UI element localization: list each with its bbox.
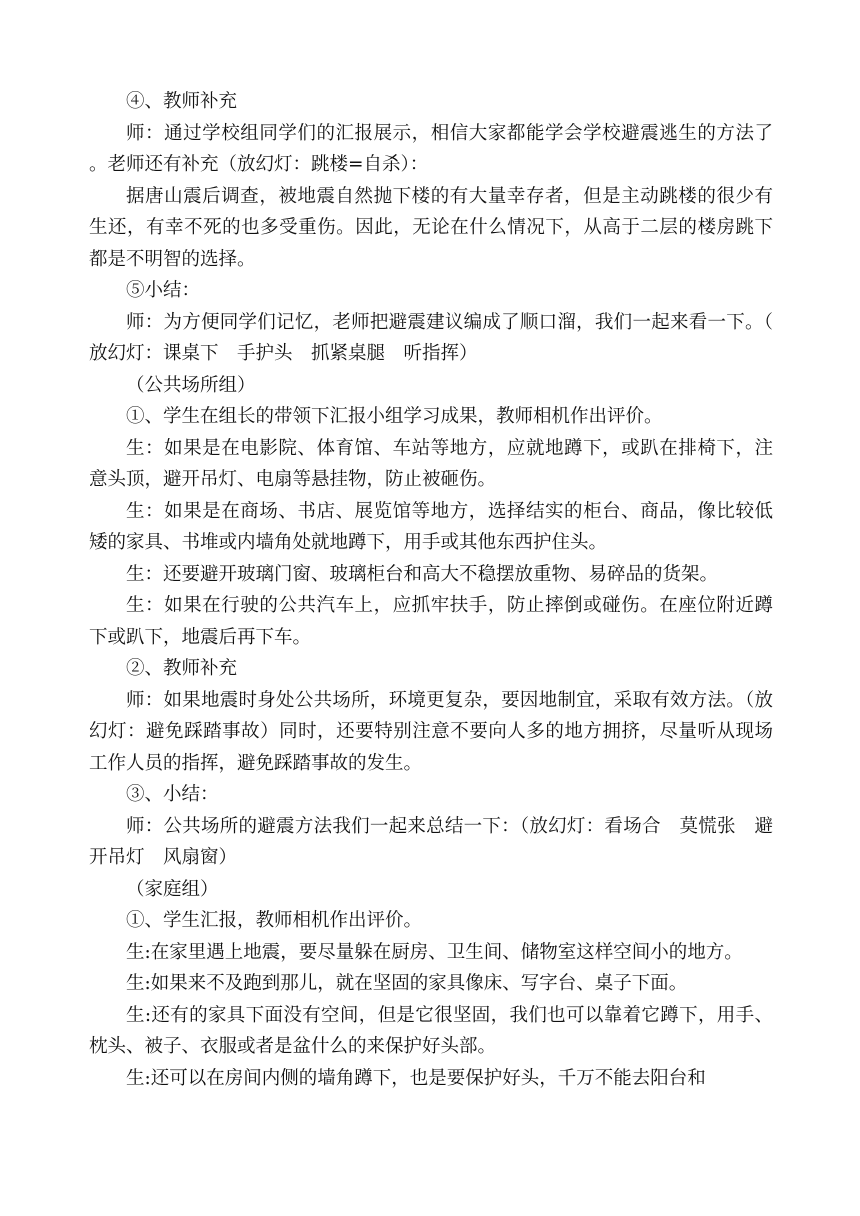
- step-heading: ④、教师补充: [126, 91, 238, 112]
- step-heading: ①、学生在组长的带领下汇报小组学习成果，教师相机作出评价。: [126, 406, 663, 427]
- student-speech: 生：还要避开玻璃门窗、玻璃柜台和高大不稳摆放重物、易碎品的货架。: [126, 563, 719, 585]
- teacher-speech: 师：通过学校组同学们的汇报展示，相信大家都能学会学校避震逃生的方法了。老师还有补充（放幻灯：跳楼=自杀）：: [89, 122, 773, 175]
- step-heading: ①、学生汇报，教师相机作出评价。: [126, 910, 423, 931]
- step-heading: ②、教师补充: [126, 658, 238, 679]
- student-speech: 生:还可以在房间内侧的墙角蹲下，也是要保护好头，千万不能去阳台和: [126, 1067, 706, 1089]
- teacher-speech: 师：公共场所的避震方法我们一起来总结一下：（放幻灯：看场合 莫慌张 避开吊灯 风扇窗）: [89, 815, 773, 868]
- student-speech: 生:在家里遇上地震，要尽量躲在厨房、卫生间、储物室这样空间小的地方。: [126, 941, 743, 963]
- group-heading: （家庭组）: [126, 878, 219, 900]
- step-heading: ③、小结：: [126, 784, 219, 805]
- step-heading: ⑤小结：: [126, 280, 201, 301]
- student-speech: 生：如果是在商场、书店、展览馆等地方，选择结实的柜台、商品，像比较低矮的家具、书堆或内墙角处就地蹲下，用手或其他东西护住头。: [89, 500, 773, 553]
- student-speech: 生：如果在行驶的公共汽车上，应抓牢扶手，防止摔倒或碰伤。在座位附近蹲下或趴下，地震后再下车。: [89, 595, 773, 648]
- student-speech: 生:如果来不及跑到那儿，就在坚固的家具像床、写字台、桌子下面。: [126, 973, 688, 994]
- teacher-speech: 师：为方便同学们记忆，老师把避震建议编成了顺口溜，我们一起来看一下。（放幻灯：课桌下 手护头 抓紧桌腿 听指挥）: [89, 311, 773, 364]
- student-speech: 生:还有的家具下面没有空间，但是它很坚固，我们也可以靠着它蹲下，用手、枕头、被子、衣服或者是盆什么的来保护好头部。: [89, 1004, 773, 1057]
- group-heading: （公共场所组）: [126, 374, 256, 396]
- document-body: [89, 86, 773, 1094]
- body-paragraph: 据唐山震后调查，被地震自然抛下楼的有大量幸存者，但是主动跳楼的很少有生还，有幸不死的也多受重伤。因此，无论在什么情况下，从高于二层的楼房跳下都是不明智的选择。: [89, 185, 773, 270]
- teacher-speech: 师：如果地震时身处公共场所，环境更复杂，要因地制宜，采取有效方法。（放幻灯：避免踩踏事故）同时，还要特别注意不要向人多的地方拥挤，尽量听从现场工作人员的指挥，避免踩踏事故的发生。: [89, 689, 773, 774]
- student-speech: 生：如果是在电影院、体育馆、车站等地方，应就地蹲下，或趴在排椅下，注意头顶，避开吊灯、电扇等悬挂物，防止被砸伤。: [89, 437, 773, 490]
